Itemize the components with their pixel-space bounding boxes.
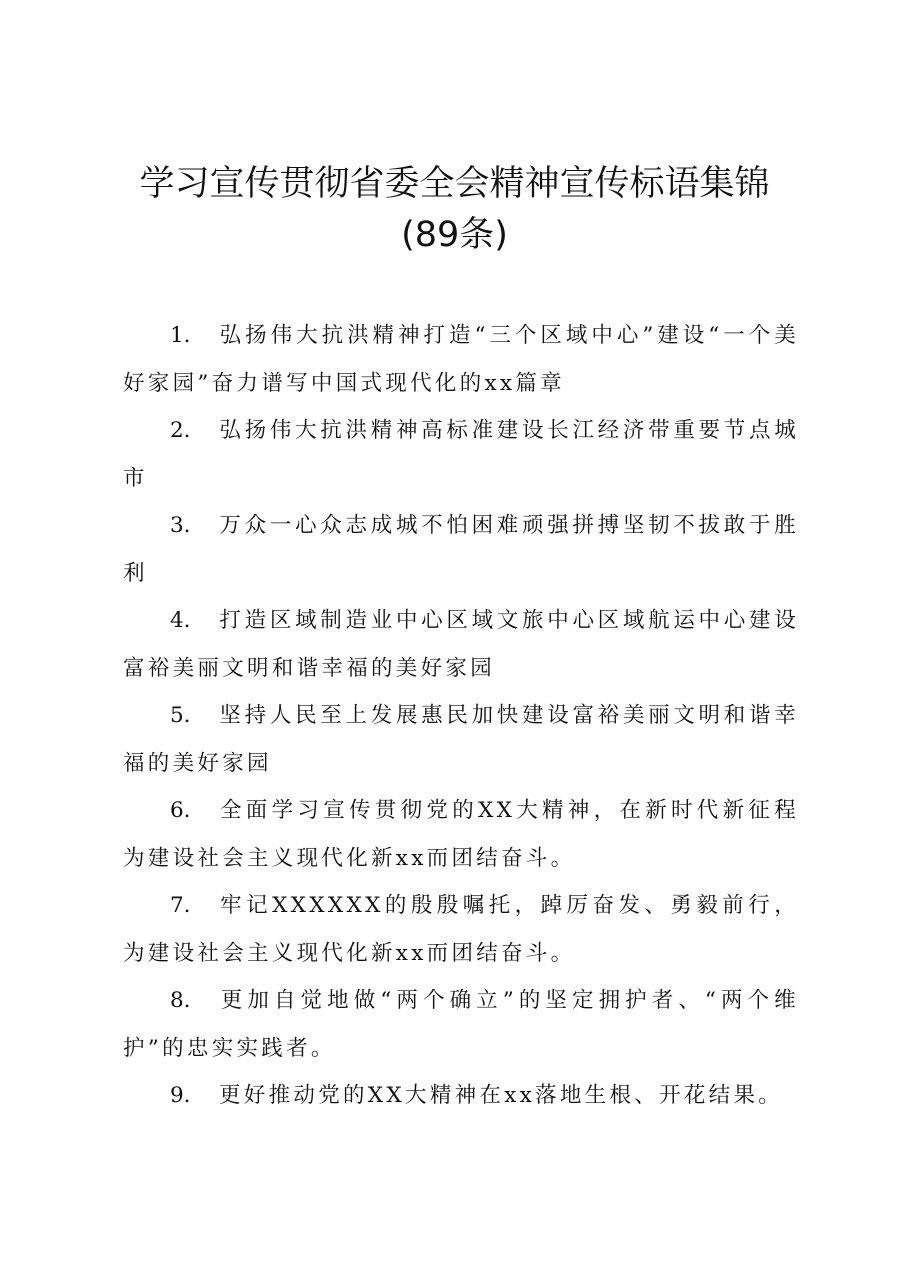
list-item xyxy=(123,312,799,407)
item-number: 2. xyxy=(170,418,191,443)
item-text: 弘扬伟大抗洪精神高标准建设长江经济带重要节点城市 xyxy=(123,418,799,491)
item-number: 8. xyxy=(170,988,191,1013)
item-number: 3. xyxy=(170,513,191,538)
list-item xyxy=(123,502,799,597)
item-number: 1. xyxy=(170,323,191,348)
list-item xyxy=(123,1072,799,1120)
document-title-count: (89条) xyxy=(401,215,508,255)
item-text: 更加自觉地做“两个确立”的坚定拥护者、“两个维护”的忠实实践者。 xyxy=(123,988,799,1061)
item-text: 打造区域制造业中心区域文旅中心区域航运中心建设富裕美丽文明和谐幸福的美好家园 xyxy=(123,608,799,681)
item-number: 4. xyxy=(170,608,191,633)
list-item xyxy=(123,977,799,1072)
list-item xyxy=(123,787,799,882)
slogan-list xyxy=(123,312,799,1120)
list-item xyxy=(123,407,799,502)
list-item xyxy=(123,692,799,787)
item-text: 全面学习宣传贯彻党的XX大精神，在新时代新征程为建设社会主义现代化新xx而团结奋斗。 xyxy=(123,798,799,871)
item-number: 9. xyxy=(170,1083,191,1108)
item-text: 万众一心众志成城不怕困难顽强拼搏坚韧不拔敢于胜利 xyxy=(123,513,799,586)
item-text: 坚持人民至上发展惠民加快建设富裕美丽文明和谐幸福的美好家园 xyxy=(123,703,799,776)
list-item xyxy=(123,597,799,692)
item-text: 更好推动党的XX大精神在xx落地生根、开花结果。 xyxy=(219,1083,784,1108)
item-text: 牢记XXXXXX的殷殷嘱托，踔厉奋发、勇毅前行，为建设社会主义现代化新xx而团结奋斗。 xyxy=(123,893,799,966)
item-text: 弘扬伟大抗洪精神打造“三个区域中心”建设“一个美好家园”奋力谱写中国式现代化的xx篇章 xyxy=(123,323,799,396)
list-item xyxy=(123,882,799,977)
item-number: 5. xyxy=(170,703,191,728)
item-number: 7. xyxy=(170,893,191,918)
item-number: 6. xyxy=(170,798,191,823)
document-title: 学习宣传贯彻省委全会精神宣传标语集锦 xyxy=(139,164,770,204)
